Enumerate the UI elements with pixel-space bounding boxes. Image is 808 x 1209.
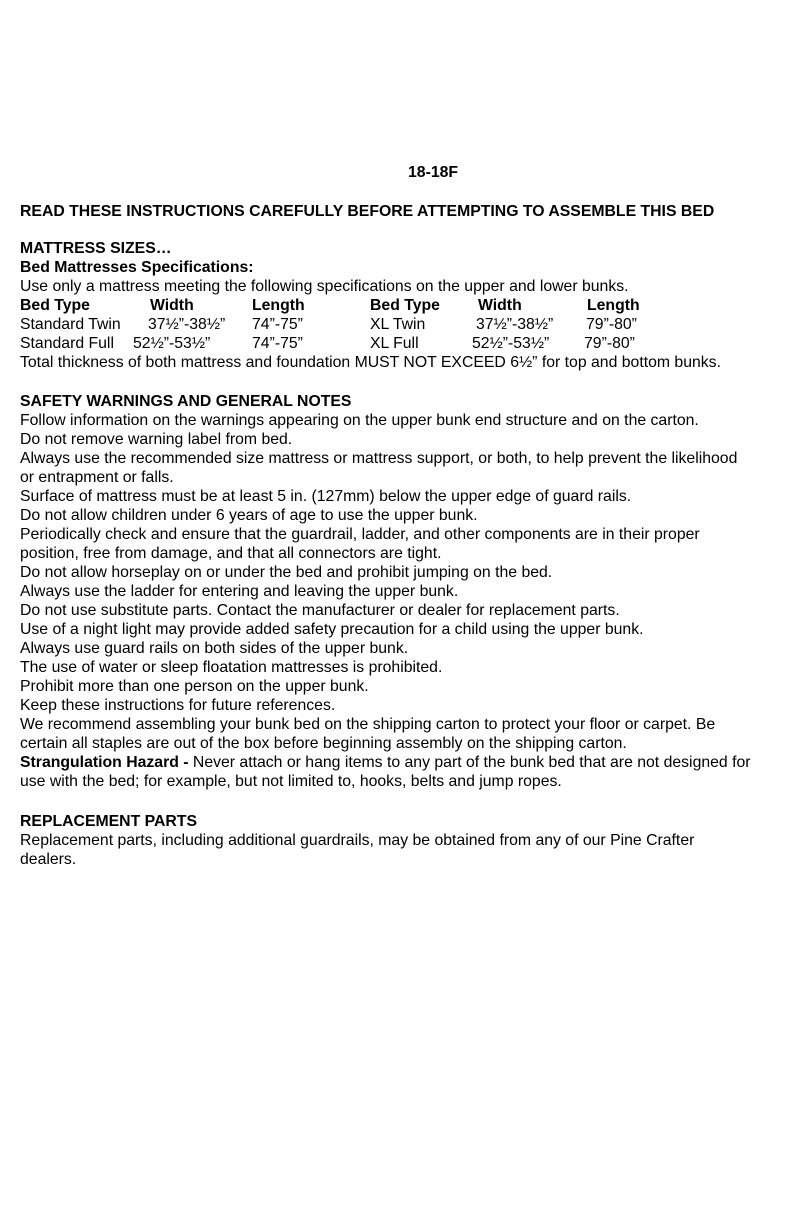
spec-cell: XL Full	[370, 335, 419, 352]
spec-cell: 74”-75”	[252, 335, 303, 352]
safety-section	[20, 392, 800, 791]
parts-line: dealers.	[20, 851, 77, 868]
safety-line: Do not remove warning label from bed.	[20, 431, 293, 448]
spec-header-cell: Bed Type	[370, 297, 440, 314]
safety-line: Prohibit more than one person on the upper bunk.	[20, 678, 369, 695]
spec-table-row	[20, 334, 800, 353]
safety-heading: SAFETY WARNINGS AND GENERAL NOTES	[20, 393, 352, 410]
safety-line: or entrapment or falls.	[20, 469, 174, 486]
safety-line: Do not allow horseplay on or under the bed and prohibit jumping on the bed.	[20, 564, 553, 581]
safety-line: Surface of mattress must be at least 5 in. (127mm) below the upper edge of guard rails.	[20, 488, 632, 505]
safety-line: Do not use substitute parts. Contact the manufacturer or dealer for replacement parts.	[20, 602, 620, 619]
mattress-subheading: Bed Mattresses Specifications:	[20, 259, 254, 276]
spec-header-cell: Width	[478, 297, 522, 314]
mattress-intro: Use only a mattress meeting the following specifications on the upper and lower bunks.	[20, 278, 629, 295]
spec-cell: 37½”-38½”	[476, 316, 554, 333]
spec-cell: Standard Twin	[20, 316, 121, 333]
safety-line: certain all staples are out of the box before beginning assembly on the shipping carton.	[20, 735, 627, 752]
safety-line: Keep these instructions for future references.	[20, 697, 336, 714]
safety-line: Follow information on the warnings appearing on the upper bunk end structure and on the carton.	[20, 412, 699, 429]
safety-line: Always use guard rails on both sides of the upper bunk.	[20, 640, 409, 657]
safety-line: position, free from damage, and that all connectors are tight.	[20, 545, 442, 562]
parts-line: Replacement parts, including additional guardrails, may be obtained from any of our Pine Crafter	[20, 832, 695, 849]
spec-cell: 79”-80”	[586, 316, 637, 333]
spec-header-cell: Width	[150, 297, 194, 314]
mattress-sizes-section	[20, 239, 800, 372]
strangulation-label: Strangulation Hazard -	[20, 754, 189, 771]
spec-cell: 52½”-53½”	[133, 335, 211, 352]
safety-line: Always use the ladder for entering and leaving the upper bunk.	[20, 583, 459, 600]
safety-line: Periodically check and ensure that the guardrail, ladder, and other components are in their proper	[20, 526, 700, 543]
spec-header-cell: Length	[587, 297, 640, 314]
spec-cell: 79”-80”	[584, 335, 635, 352]
thickness-note: Total thickness of both mattress and foundation MUST NOT EXCEED 6½” for top and bottom bunks.	[20, 354, 721, 371]
spec-header-cell: Length	[252, 297, 305, 314]
main-heading: READ THESE INSTRUCTIONS CAREFULLY BEFORE ATTEMPTING TO ASSEMBLE THIS BED	[20, 203, 715, 220]
spec-table-header	[20, 296, 800, 315]
mattress-heading: MATTRESS SIZES…	[20, 240, 172, 257]
spec-cell: 52½”-53½”	[472, 335, 550, 352]
spec-cell: Standard Full	[20, 335, 114, 352]
safety-line: The use of water or sleep floatation mattresses is prohibited.	[20, 659, 443, 676]
strangulation-text: Never attach or hang items to any part of the bunk bed that are not designed for	[188, 754, 751, 771]
spec-cell: 37½”-38½”	[148, 316, 226, 333]
spec-table-row	[20, 315, 800, 334]
safety-line: We recommend assembling your bunk bed on the shipping carton to protect your floor or carpet. Be	[20, 716, 716, 733]
parts-heading: REPLACEMENT PARTS	[20, 813, 197, 830]
spec-cell: XL Twin	[370, 316, 426, 333]
safety-line: Always use the recommended size mattress or mattress support, or both, to help prevent the likelihood	[20, 450, 738, 467]
strangulation-hazard-line	[20, 753, 800, 772]
document-number: 18-18F	[408, 164, 459, 181]
replacement-parts-section	[20, 812, 800, 869]
spec-cell: 74”-75”	[252, 316, 303, 333]
strangulation-text-continued: use with the bed; for example, but not limited to, hooks, belts and jump ropes.	[20, 773, 562, 790]
safety-line: Do not allow children under 6 years of age to use the upper bunk.	[20, 507, 478, 524]
spec-header-cell: Bed Type	[20, 297, 90, 314]
safety-line: Use of a night light may provide added safety precaution for a child using the upper bunk.	[20, 621, 644, 638]
